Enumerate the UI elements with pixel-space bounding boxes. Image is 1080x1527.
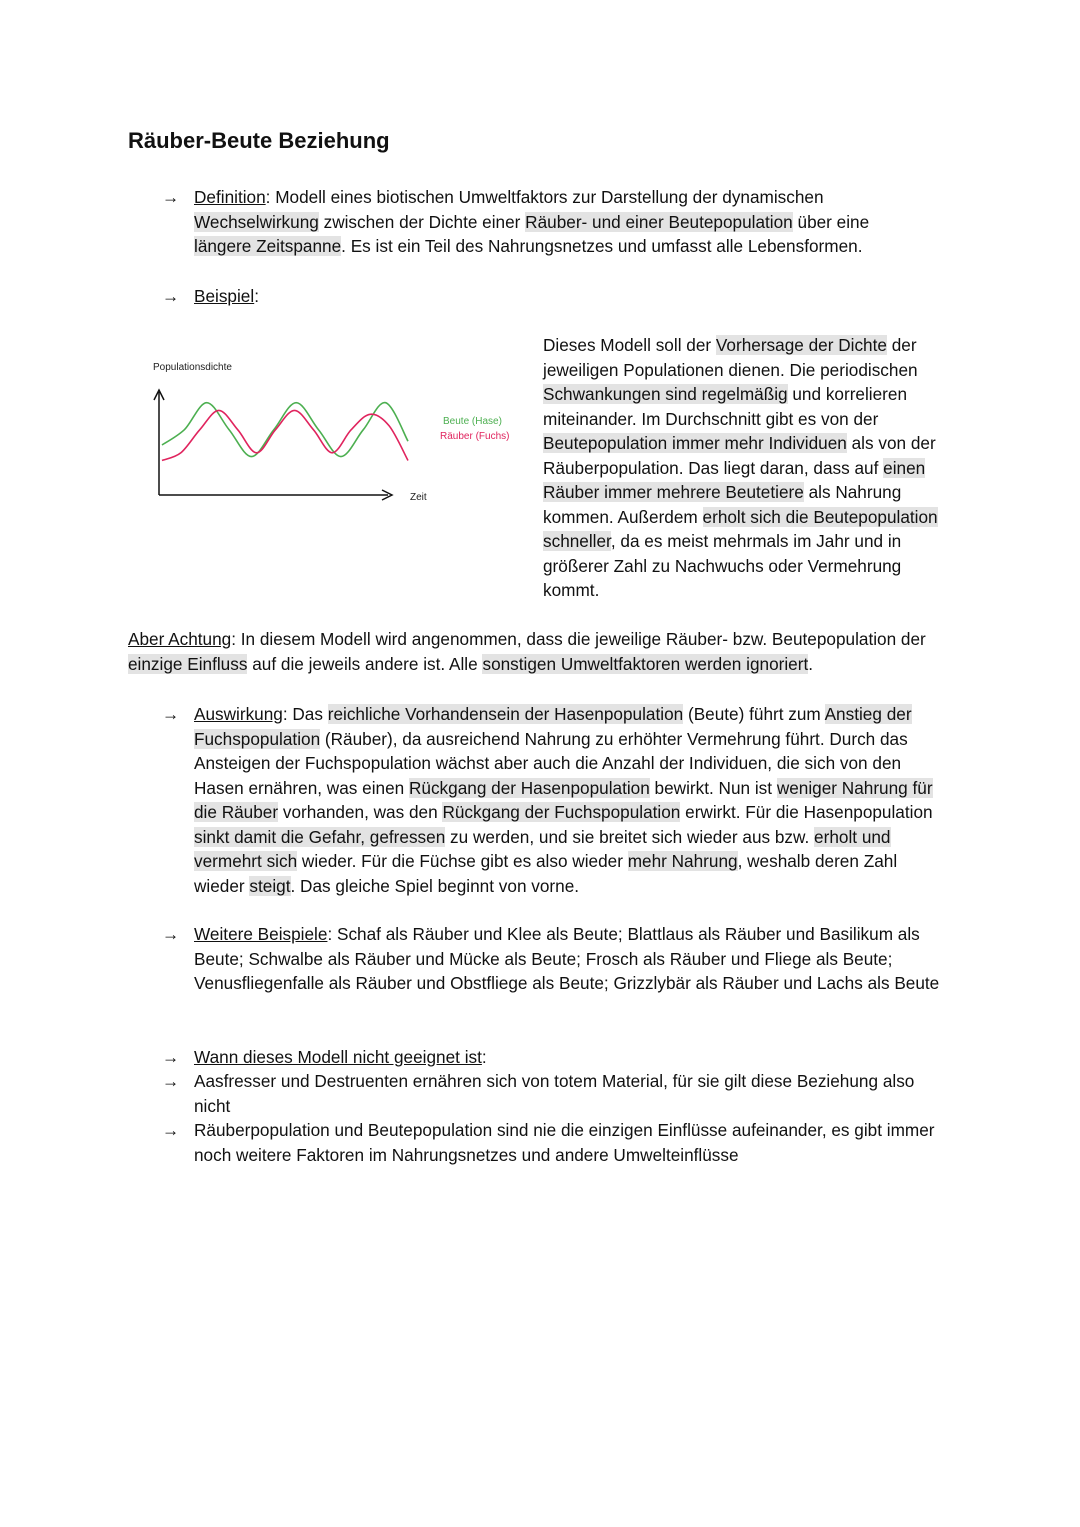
highlight: Beutepopulation immer mehr Individuen: [543, 433, 847, 453]
highlight: einzige Einfluss: [128, 653, 248, 674]
text-run: als Nahrung kommen. Außerdem: [543, 482, 902, 527]
list-item: Aasfresser und Destruenten ernähren sich von totem Material, für sie gilt diese Beziehung also nicht: [194, 1071, 915, 1116]
text-run: . Es ist ein Teil des Nahrungsnetzes und umfasst alle Lebensformen.: [341, 236, 863, 256]
model-description: [543, 333, 953, 603]
predator-prey-chart: [140, 350, 530, 520]
legend-entry-prey: Beute (Hase): [443, 416, 502, 427]
arrow-icon: →: [162, 1071, 180, 1091]
text-run: .: [808, 653, 814, 674]
y-axis-label: Populationsdichte: [153, 362, 232, 373]
text-run: auf die jeweils andere ist. Alle: [247, 653, 483, 674]
arrow-icon: →: [162, 704, 180, 724]
beispiel-text: [194, 284, 462, 309]
highlight: mehr Nahrung: [627, 851, 738, 871]
nicht-geeignet-label: Wann dieses Modell nicht geeignet ist: [194, 1047, 482, 1067]
list-item: Räuberpopulation und Beutepopulation sind nie die einzigen Einflüsse aufeinander, es gibt immer noch weitere Faktoren im Nahrungsnetzes und andere Umwelteinflüsse: [194, 1120, 935, 1165]
x-axis-label: Zeit: [410, 492, 427, 503]
highlight: reichliche Vorhandensein der Hasenpopulation: [327, 704, 684, 724]
text-run: : In diesem Modell wird angenommen, dass die jeweilige Räuber- bzw. Beutepopulation der: [231, 629, 926, 649]
weitere-beispiele-bullet: [162, 922, 952, 996]
text-run: Dieses Modell soll der: [543, 335, 716, 355]
text-run: über eine: [792, 211, 870, 232]
text-run: (Beute) führt zum: [683, 704, 825, 724]
arrow-icon: →: [162, 1047, 180, 1067]
definition-label: Definition: [194, 187, 266, 207]
nicht-geeignet-item-2: [162, 1118, 952, 1167]
auswirkung-bullet: [162, 702, 952, 898]
arrow-icon: →: [162, 1120, 180, 1140]
text-run: wieder. Für die Füchse gibt es also wieder: [297, 851, 628, 871]
chart-svg: [140, 350, 530, 520]
nicht-geeignet-bullet: [162, 1045, 952, 1070]
definition-text: [194, 185, 922, 259]
beispiel-label: Beispiel: [194, 286, 255, 306]
text-run: : Das: [282, 704, 328, 724]
highlight: längere Zeitspanne: [194, 236, 342, 256]
text-run: zwischen der Dichte einer: [318, 211, 526, 232]
definition-bullet: [162, 185, 922, 259]
highlight: einen Räuber immer mehrere Beutetiere: [543, 457, 926, 502]
highlight: Räuber- und einer Beutepopulation: [525, 211, 793, 232]
text-run: : Schaf als Räuber und Klee als Beute; Blattlaus als Räuber und Basilikum als Beute; Schwalbe als Räuber und Mücke als Beute; Frosch als Räuber und Fliege als Beute; Venusfliegenfalle als Räuber und Obstfliege als Beute; Grizzlybär als Räuber und Lachs als Beute: [194, 924, 940, 993]
text-run: , weshalb deren Zahl wieder: [194, 851, 898, 896]
text-run: als von der Räuberpopulation. Das liegt daran, dass auf: [543, 433, 936, 478]
highlight: erholt und vermehrt sich: [194, 826, 891, 871]
text-run: :: [254, 286, 259, 306]
legend-entry-predator: Räuber (Fuchs): [440, 431, 510, 442]
text-run: zu werden, und sie breitet sich wieder aus bzw.: [445, 826, 815, 847]
highlight: Rückgang der Hasenpopulation: [408, 777, 650, 798]
text-run: (Räuber), da ausreichend Nahrung zu erhöhter Vermehrung führt. Durch das Ansteigen der Fuchspopulation wächst aber auch die Anzahl der Individuen, die sich von den Hasen ernähren, was einen: [194, 728, 908, 798]
highlight: Wechselwirkung: [194, 211, 319, 232]
highlight: Rückgang der Fuchspopulation: [442, 802, 681, 822]
highlight: Vorhersage der Dichte: [715, 335, 887, 355]
text-run: :: [481, 1047, 487, 1067]
highlight: steigt: [249, 875, 291, 896]
text-run: und korrelieren miteinander. Im Durchschnitt gibt es von der: [543, 384, 908, 429]
page-title: Räuber-Beute Beziehung: [128, 128, 390, 153]
weitere-beispiele-text: [194, 922, 952, 996]
highlight: Anstieg der Fuchspopulation: [194, 704, 912, 749]
highlight: sinkt damit die Gefahr, gefressen: [194, 826, 446, 847]
nicht-geeignet-heading: [194, 1045, 952, 1070]
auswirkung-text: [194, 702, 952, 898]
arrow-icon: →: [162, 924, 180, 944]
highlight: Schwankungen sind regelmäßig: [543, 384, 788, 404]
auswirkung-label: Auswirkung: [194, 704, 283, 724]
text-run: vorhanden, was den: [278, 802, 443, 822]
text-run: erwirkt. Für die Hasenpopulation: [680, 802, 933, 822]
nicht-geeignet-item-1: [162, 1069, 952, 1118]
text-run: : Modell eines biotischen Umweltfaktors zur Darstellung der dynamischen: [265, 187, 824, 207]
achtung-paragraph: [128, 627, 958, 676]
text-run: der jeweiligen Populationen dienen. Die periodischen: [543, 335, 918, 380]
highlight: sonstigen Umweltfaktoren werden ignoriert: [482, 653, 809, 674]
weitere-beispiele-label: Weitere Beispiele: [194, 924, 328, 944]
arrow-icon: →: [162, 187, 180, 207]
text-run: , da es meist mehrmals im Jahr und in größerer Zahl zu Nachwuchs oder Vermehrung kommt.: [543, 531, 902, 600]
achtung-label: Aber Achtung: [128, 629, 232, 649]
beispiel-bullet: [162, 284, 462, 309]
text-run: bewirkt. Nun ist: [649, 777, 777, 798]
highlight: weniger Nahrung für die Räuber: [194, 777, 933, 822]
arrow-icon: →: [162, 286, 180, 306]
highlight: erholt sich die Beutepopulation schneller: [543, 506, 938, 551]
text-run: . Das gleiche Spiel beginnt von vorne.: [290, 875, 580, 896]
